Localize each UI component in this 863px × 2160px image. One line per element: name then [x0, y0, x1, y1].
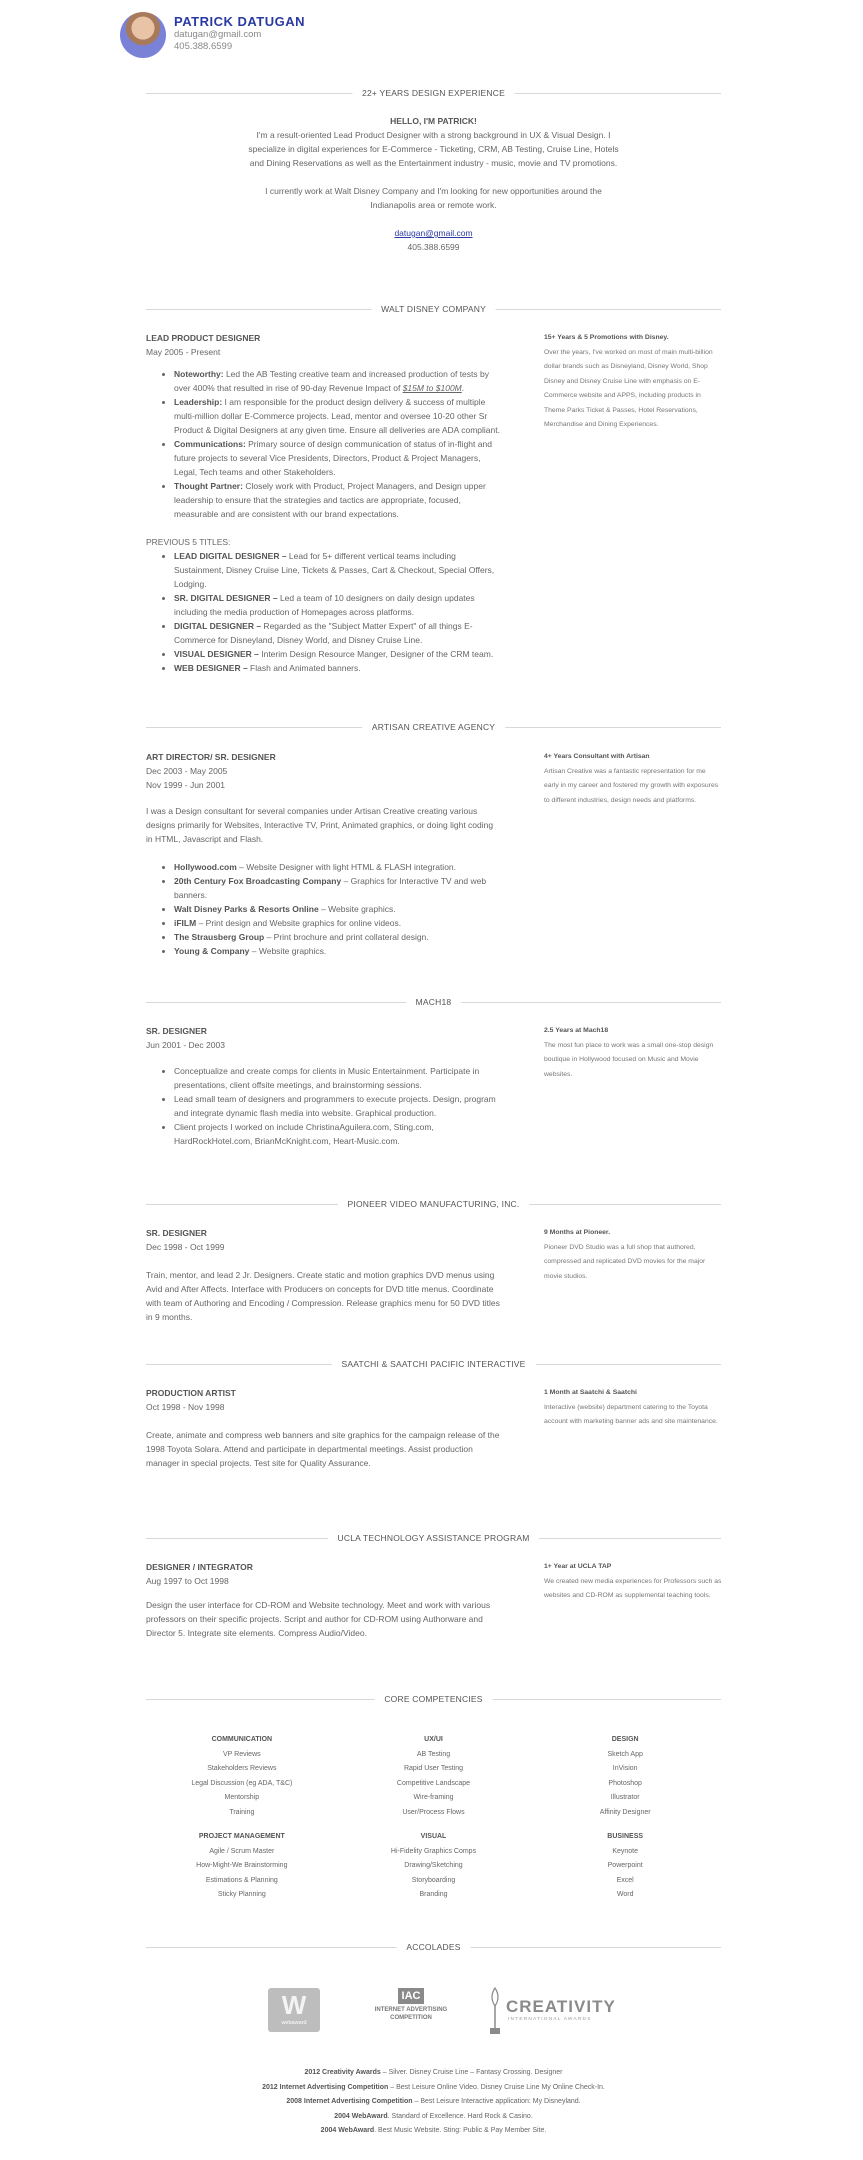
saatchi-paragraph: Create, animate and compress web banners and site graphics for the campaign release of the 1998 Toyota Solara. Attend and participate in departmental meetings. Assist production manager in special projects. Test site for Quality Assurance. — [146, 1430, 500, 1468]
competency-item: Sketch App — [607, 1750, 643, 1758]
list-item: • Thought Partner: Closely work with Product, Project Managers, and Design upper leadership to ensure that the strategies and tactics are appropriate, focused, measurable and are consistent with our brand expectations. — [174, 479, 501, 521]
competency-title: DESIGN — [611, 1736, 639, 1743]
competency-item: How-Might-We Brainstorming — [196, 1862, 288, 1869]
artisan-side-text: Artisan Creative was a fantastic representation for me early in my career and fostered my growth with exposures to different industries, design needs and platforms. — [544, 767, 719, 804]
profile-header — [120, 12, 305, 58]
competency-title: UX/UI — [424, 1736, 443, 1743]
artisan-dates-2: Nov 1999 - Jun 2001 — [146, 780, 225, 790]
section-divider-mach18 — [146, 995, 721, 1009]
competency-title: PROJECT MANAGEMENT — [198, 1833, 285, 1840]
artisan-side-title: 4+ Years Consultant with Artisan — [544, 753, 650, 760]
list-item: • LEAD DIGITAL DESIGNER – Lead for 5+ different vertical teams including Sustainment, Disney Cruise Line, Tickets & Passes, Cart & Checkout, Special Offers, Lodging. — [174, 549, 501, 591]
artisan-role: ART DIRECTOR/ SR. DESIGNER — [146, 752, 276, 762]
list-item: 2004 WebAward. Best Music Website. Sting: Public & Pay Member Site. — [320, 2127, 547, 2134]
list-item: • Hollywood.com – Website Designer with light HTML & FLASH integration. — [174, 860, 501, 874]
competency-item: Agile / Scrum Master — [209, 1847, 275, 1855]
pioneer-side-title: 9 Months at Pioneer. — [544, 1229, 611, 1236]
list-item: • Client projects I worked on include ChristinaAguilera.com, Sting.com, HardRockHotel.com, BrianMcKnight.com, Heart-Music.com. — [174, 1120, 501, 1148]
competency-item: Word — [616, 1891, 634, 1898]
section-divider-competencies — [146, 1692, 721, 1706]
profile-phone: 405.388.6599 — [174, 41, 233, 52]
competency-item: Illustrator — [610, 1794, 640, 1801]
list-item: • Lead small team of designers and programmers to execute projects. Design, program and integrate dynamic flash media into website. Graphical production. — [174, 1092, 501, 1120]
competency-item: AB Testing — [416, 1750, 451, 1758]
artisan-experience — [146, 750, 501, 958]
pioneer-sidebar — [544, 1226, 722, 1284]
mach18-role: SR. DESIGNER — [146, 1026, 207, 1036]
competency-item: Excel — [616, 1876, 634, 1884]
avatar — [120, 12, 166, 58]
pioneer-paragraph: Train, mentor, and lead 2 Jr. Designers. Create static and motion graphics DVD menus using Avid and After Affects. Interface with Producers on concepts for DVD title menus. Coordinate with team of Authoring and Encoding / Compression. Release graphics menu for 50 DVD titles in 9 months. — [146, 1270, 500, 1322]
saatchi-role: PRODUCTION ARTIST — [146, 1388, 236, 1398]
list-item: • The Strausberg Group – Print brochure and print collateral design. — [174, 930, 501, 944]
iac-line-2: COMPETITION — [390, 2015, 432, 2021]
creativity-sub: INTERNATIONAL AWARDS — [508, 2017, 592, 2022]
competency-item: Mentorship — [224, 1794, 260, 1801]
intro-title: HELLO, I'M PATRICK! — [390, 116, 477, 126]
competency-item: Hi-Fidelity Graphics Comps — [390, 1847, 477, 1855]
artisan-dates-1: Dec 2003 - May 2005 — [146, 766, 228, 776]
iac-line-1: INTERNET ADVERTISING — [374, 2007, 448, 2013]
ucla-side-title: 1+ Year at UCLA TAP — [544, 1563, 612, 1570]
section-title-ucla: UCLA TECHNOLOGY ASSISTANCE PROGRAM — [328, 1531, 540, 1545]
disney-side-title: 15+ Years & 5 Promotions with Disney. — [544, 334, 669, 341]
ucla-role: DESIGNER / INTEGRATOR — [146, 1562, 253, 1572]
saatchi-side-title: 1 Month at Saatchi & Saatchi — [544, 1389, 637, 1396]
section-divider-intro — [146, 86, 721, 100]
competency-item: Affinity Designer — [599, 1808, 651, 1816]
artisan-sidebar — [544, 750, 722, 808]
section-title-artisan: ARTISAN CREATIVE AGENCY — [362, 720, 505, 734]
competency-item: Powerpoint — [607, 1862, 643, 1869]
disney-side-text: Over the years, I've worked on most of main multi-billion dollar brands such as Disneyland, Disney World, Shop Disney and Disney Cruise Line with emphasis on E-Commerce website and APPS, including products in Theme Parks Ticket & Passes, Hotel Reservations, Merchandise and Dining Experiences. — [544, 348, 713, 428]
section-divider-pioneer — [146, 1197, 721, 1211]
mach18-side-text: The most fun place to work was a small one-stop design boutique in Hollywood focused on Music and Movie websites. — [544, 1041, 714, 1078]
section-divider-ucla — [146, 1531, 721, 1545]
section-divider-accolades — [146, 1940, 721, 1954]
competency-item: Storyboarding — [411, 1876, 456, 1884]
section-title-competencies: CORE COMPETENCIES — [374, 1692, 492, 1706]
ucla-experience — [146, 1560, 501, 1640]
section-divider-disney — [146, 302, 721, 316]
competency-item: Drawing/Sketching — [404, 1862, 463, 1869]
ucla-side-text: We created new media experiences for Professors such as websites and CD-ROM as supplemental teaching tools. — [544, 1577, 722, 1599]
webaward-logo — [268, 1988, 320, 2032]
profile-email[interactable]: datugan@gmail.com — [174, 29, 262, 40]
webaward-text: webaward — [281, 2020, 307, 2026]
competency-item: InVision — [612, 1765, 638, 1772]
competency-item: Wire-framing — [413, 1794, 454, 1801]
competency-group — [338, 1733, 530, 1820]
saatchi-side-text: Interactive (website) department catering to the Toyota account with marketing banner ads and site maintenance. — [544, 1403, 718, 1425]
disney-previous-label: PREVIOUS 5 TITLES: — [146, 537, 231, 547]
competency-item: Training — [229, 1808, 255, 1816]
competency-title: VISUAL — [420, 1833, 447, 1840]
list-item: • Walt Disney Parks & Resorts Online – Website graphics. — [174, 902, 501, 916]
intro-block — [146, 114, 721, 254]
competency-item: Sticky Planning — [217, 1891, 266, 1898]
section-title-intro: 22+ YEARS DESIGN EXPERIENCE — [352, 86, 515, 100]
section-divider-artisan — [146, 720, 721, 734]
pioneer-experience — [146, 1226, 501, 1324]
awards-list — [146, 2066, 721, 2139]
mach18-sidebar — [544, 1024, 722, 1082]
section-title-saatchi: SAATCHI & SAATCHI PACIFIC INTERACTIVE — [331, 1357, 535, 1371]
competency-item: Rapid User Testing — [403, 1765, 463, 1772]
list-item: • Communications: Primary source of design communication of status of in-flight and future projects to several Vice Presidents, Directors, Product & Project Managers, Legal, Tech teams and other Stakeholders. — [174, 437, 501, 479]
list-item: • iFILM – Print design and Website graphics for online videos. — [174, 916, 501, 930]
competency-item: User/Process Flows — [402, 1808, 465, 1816]
competency-group — [146, 1830, 338, 1903]
competency-group — [529, 1830, 721, 1903]
list-item: • Noteworthy: Led the AB Testing creative team and increased production of tests by over 400% that resulted in rise of 90-day Revenue Impact of $15M to $100M. — [174, 367, 501, 395]
mach18-experience — [146, 1024, 501, 1148]
saatchi-sidebar — [544, 1386, 722, 1430]
disney-previous-titles — [174, 549, 501, 675]
trophy-icon — [488, 1986, 502, 2038]
competency-item: Competitive Landscape — [396, 1779, 471, 1787]
intro-paragraph-2: I currently work at Walt Disney Company and I'm looking for new opportunities around the Indianapolis area or remote work. — [265, 186, 602, 210]
iac-mark: IAC — [398, 1988, 425, 2004]
section-title-pioneer: PIONEER VIDEO MANUFACTURING, INC. — [338, 1197, 530, 1211]
competency-title: COMMUNICATION — [211, 1736, 273, 1743]
section-divider-saatchi — [146, 1357, 721, 1371]
competency-item: Branding — [419, 1891, 448, 1898]
pioneer-role: SR. DESIGNER — [146, 1228, 207, 1238]
intro-phone: 405.388.6599 — [407, 242, 460, 252]
competency-item: VP Reviews — [223, 1750, 261, 1758]
disney-dates: May 2005 - Present — [146, 347, 221, 357]
competency-title: BUSINESS — [607, 1833, 644, 1840]
competency-item: Stakeholders Reviews — [207, 1765, 277, 1772]
competency-group — [146, 1733, 338, 1820]
award-logos — [260, 1984, 616, 2044]
saatchi-experience — [146, 1386, 501, 1470]
competency-item: Estimations & Planning — [205, 1876, 278, 1884]
list-item: • Leadership: I am responsible for the product design delivery & success of multiple multi-million dollar E-Commerce projects. Lead, mentor and oversee 10-20 other Sr Product & Digital Designers at any given time. Ensure all deliveries are ADA compliant. — [174, 395, 501, 437]
saatchi-dates: Oct 1998 - Nov 1998 — [146, 1402, 225, 1412]
list-item: 2012 Creativity Awards – Silver. Disney Cruise Line – Fantasy Crossing. Designer — [304, 2069, 563, 2076]
competency-item: Keynote — [612, 1847, 638, 1855]
list-item: 2004 WebAward. Standard of Excellence. Hard Rock & Casino. — [334, 2112, 533, 2120]
section-title-mach18: MACH18 — [406, 995, 462, 1009]
mach18-bullets — [174, 1064, 501, 1148]
creativity-logo — [488, 1984, 616, 2040]
list-item: • DIGITAL DESIGNER – Regarded as the "Subject Matter Expert" of all things E-Commerce for Disneyland, Disney World, and Disney Cruise Line. — [174, 619, 501, 647]
webaward-mark: W — [281, 1990, 307, 2020]
list-item: 2012 Internet Advertising Competition – Best Leisure Online Video. Disney Cruise Line My Online Check-In. — [262, 2083, 605, 2091]
competency-group — [338, 1830, 530, 1903]
list-item: • Conceptualize and create comps for clients in Music Entertainment. Participate in presentations, client offsite meetings, and brainstorming sessions. — [174, 1064, 501, 1092]
intro-paragraph-1: I'm a result-oriented Lead Product Designer with a strong background in UX & Visual Design. I specialize in digital experiences for E-Commerce - Ticketing, CRM, AB Testing, Cruise Line, Hotels and Dining Reservations as well as the Entertainment industry - music, movie and TV promotions. — [248, 130, 619, 168]
section-title-accolades: ACCOLADES — [396, 1940, 470, 1954]
disney-sidebar — [544, 331, 722, 433]
pioneer-dates: Dec 1998 - Oct 1999 — [146, 1242, 225, 1252]
mach18-side-title: 2.5 Years at Mach18 — [544, 1027, 609, 1034]
competency-group — [529, 1733, 721, 1820]
ucla-sidebar — [544, 1560, 722, 1604]
section-title-disney: WALT DISNEY COMPANY — [371, 302, 496, 316]
mach18-dates: Jun 2001 - Dec 2003 — [146, 1040, 225, 1050]
list-item: • 20th Century Fox Broadcasting Company – Graphics for Interactive TV and web banners. — [174, 874, 501, 902]
list-item: 2008 Internet Advertising Competition – Best Leisure Interactive application: My Disneyland. — [286, 2098, 581, 2105]
pioneer-side-text: Pioneer DVD Studio was a full shop that authored, compressed and replicated DVD movies for the major movie studios. — [544, 1243, 706, 1280]
disney-role: LEAD PRODUCT DESIGNER — [146, 333, 261, 343]
list-item: • WEB DESIGNER – Flash and Animated banners. — [174, 661, 501, 675]
intro-email-link[interactable]: datugan@gmail.com — [394, 228, 473, 238]
disney-experience — [146, 331, 501, 675]
competency-item: Legal Discussion (eg ADA, T&C) — [191, 1779, 293, 1787]
iac-logo — [366, 1988, 456, 2032]
ucla-paragraph: Design the user interface for CD-ROM and Website technology. Meet and work with various professors on their specific projects. Script and author for CD-ROM using Authorware and Director 5. Integrate site elements. Compress Audio/Video. — [146, 1600, 491, 1638]
creativity-word: CREATIVITY — [506, 1997, 616, 2016]
list-item: • Young & Company – Website graphics. — [174, 944, 501, 958]
disney-bullets — [174, 367, 501, 521]
ucla-dates: Aug 1997 to Oct 1998 — [146, 1576, 229, 1586]
artisan-paragraph: I was a Design consultant for several companies under Artisan Creative creating various designs primarily for Websites, Interactive TV, Print, Animated graphics, or doing light coding in HTML, Javascript and Flash. — [146, 806, 494, 844]
competency-item: Photoshop — [608, 1779, 642, 1787]
list-item: • VISUAL DESIGNER – Interim Design Resource Manger, Designer of the CRM team. — [174, 647, 501, 661]
profile-name: PATRICK DATUGAN — [174, 14, 305, 29]
competencies-grid — [146, 1733, 721, 1903]
artisan-clients — [174, 860, 501, 958]
list-item: • SR. DIGITAL DESIGNER – Led a team of 10 designers on daily design updates including the media production of Homepages across platforms. — [174, 591, 501, 619]
